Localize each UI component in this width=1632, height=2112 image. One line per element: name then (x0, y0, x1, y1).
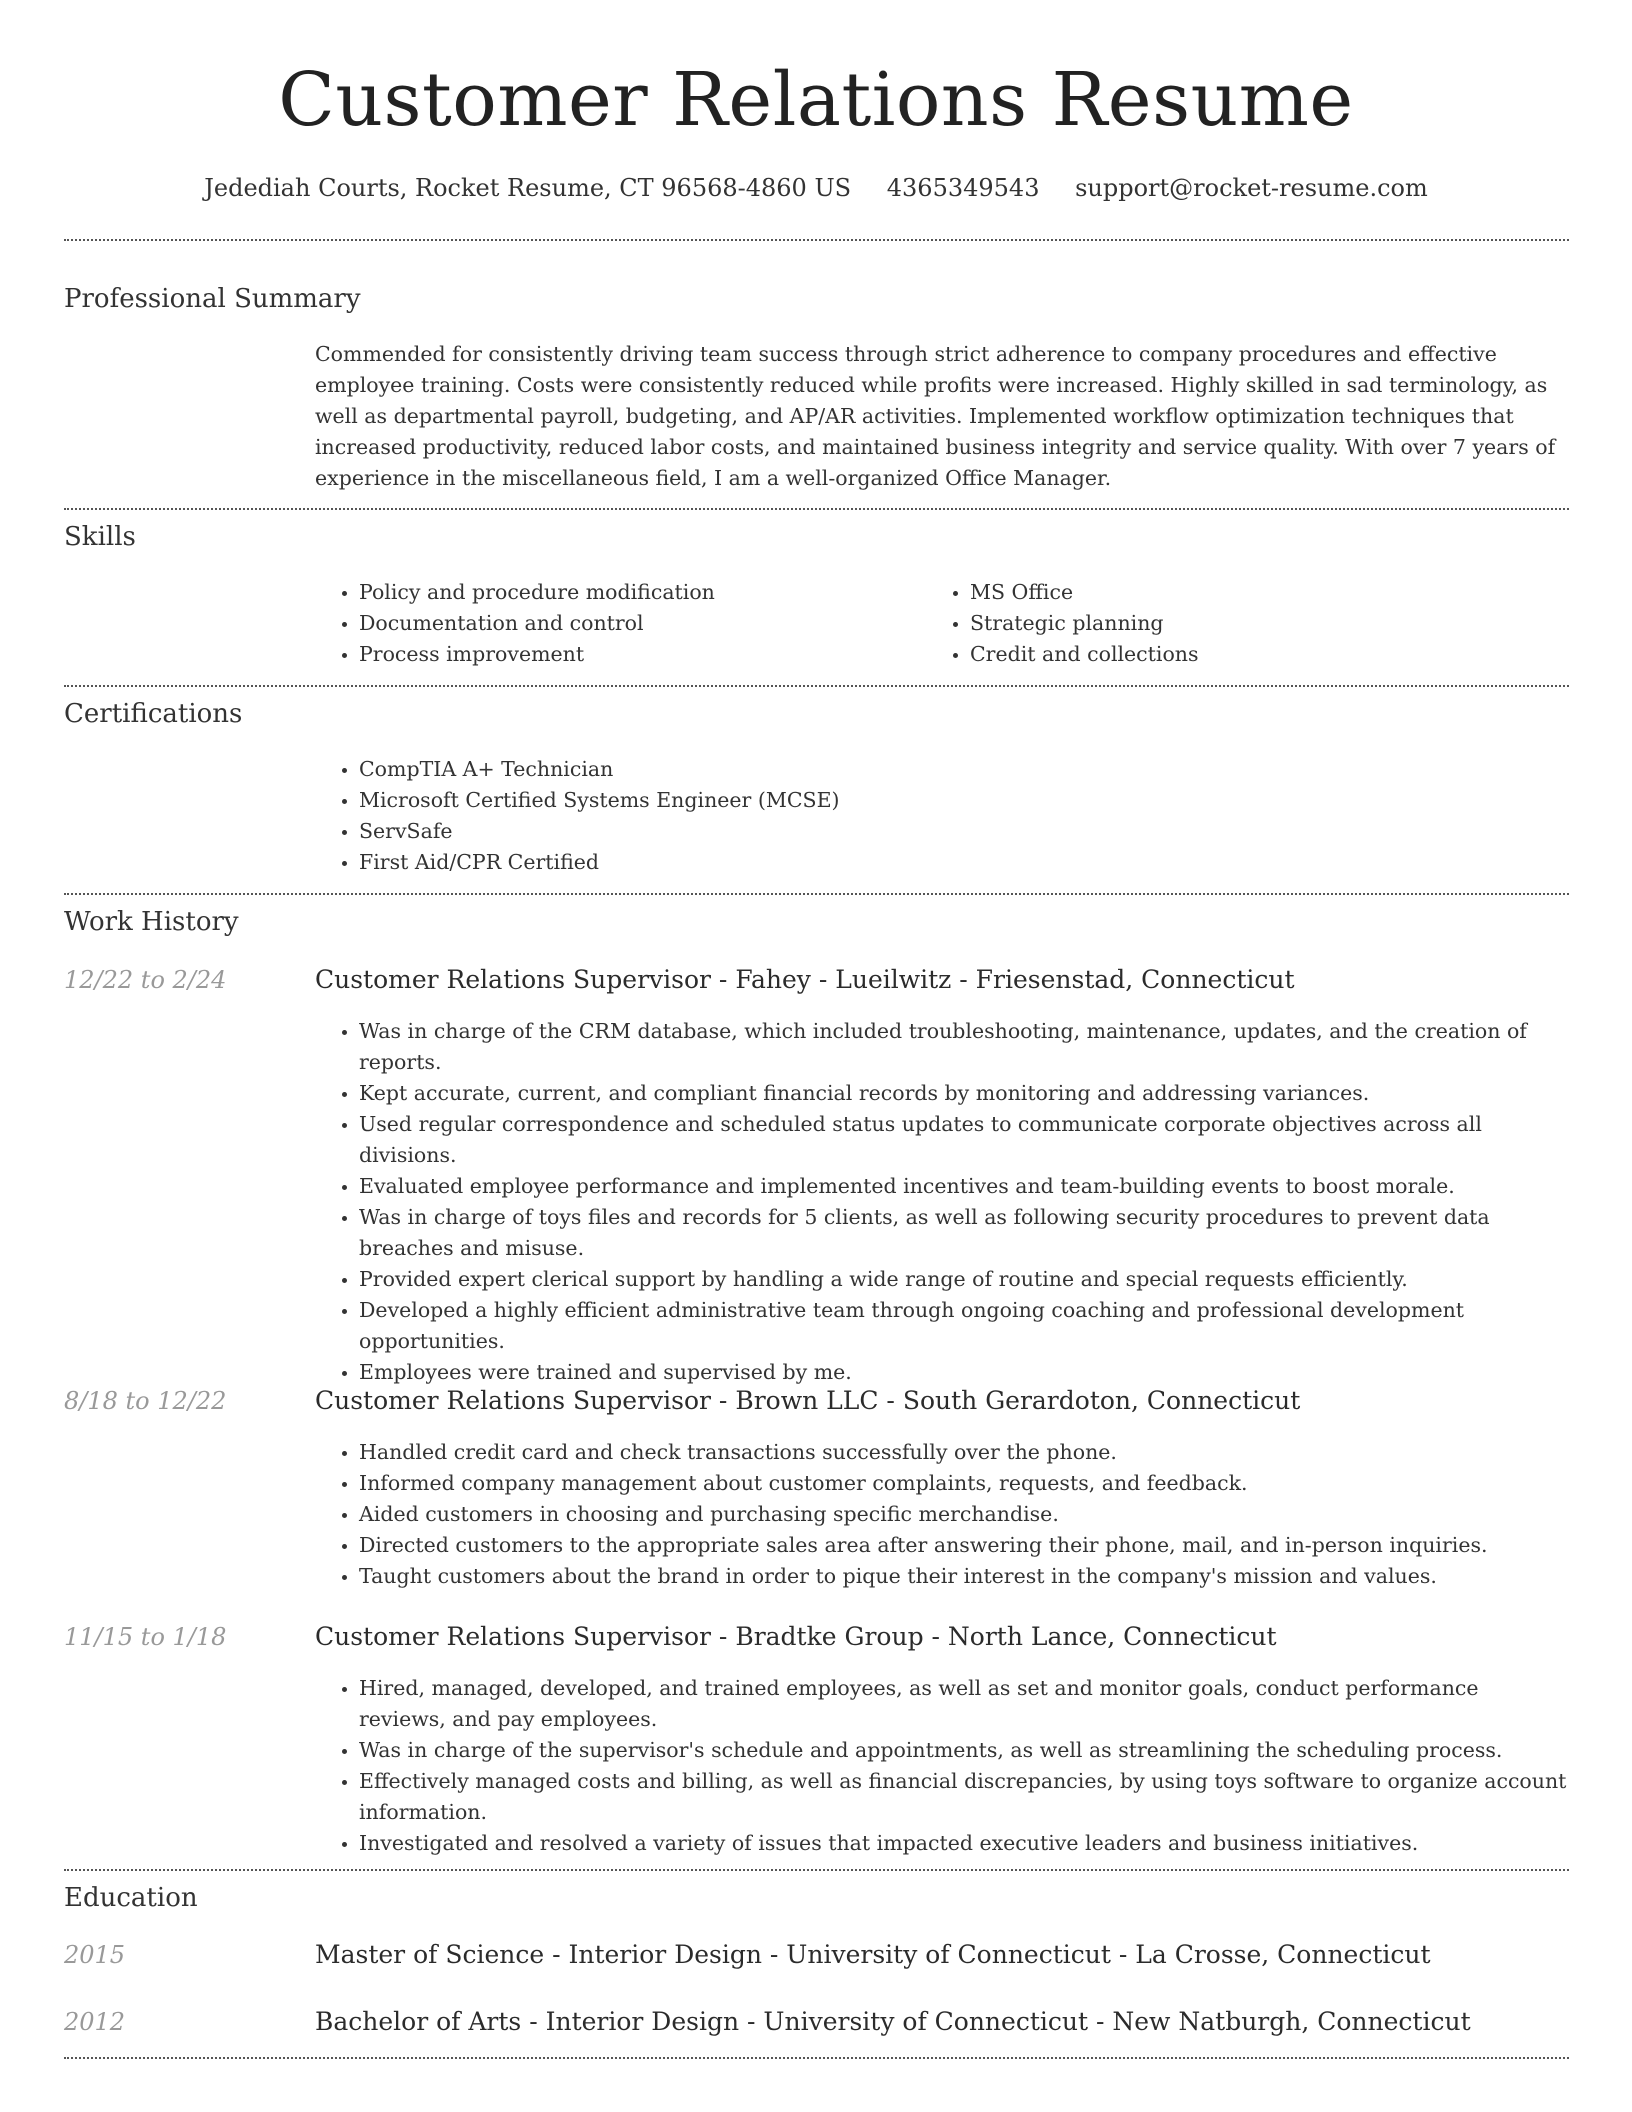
skills-right-column (926, 577, 1526, 670)
job-bullet: • Investigated and resolved a variety of issues that impacted executive leaders and business initiatives. (359, 1828, 1570, 1859)
job-heading (315, 1620, 1277, 1654)
job-bullet: • Directed customers to the appropriate sales area after answering their phone, mail, and in-person inquiries. (359, 1530, 1570, 1561)
job-heading (315, 1384, 1300, 1418)
education-entry (315, 1938, 1431, 1972)
section-divider (64, 685, 1569, 687)
resume-title: Customer Relations Resume (278, 57, 1354, 143)
job-employer: - Brown LLC - South Gerardoton, Connecticut (710, 1386, 1301, 1415)
job-bullet: • Used regular correspondence and scheduled status updates to communicate corporate objectives across all divisions. (359, 1109, 1570, 1171)
work-history-heading: Work History (64, 907, 239, 937)
skill-item: • Documentation and control (359, 608, 915, 639)
certification-item: • Microsoft Certified Systems Engineer (MCSE) (359, 785, 1570, 816)
certifications-heading: Certifications (64, 699, 243, 729)
education-details: - Interior Design - University of Connecticut - New Natburgh, Connecticut (521, 2007, 1471, 2036)
job-bullet: • Developed a highly efficient administrative team through ongoing coaching and professional development opportunities. (359, 1295, 1570, 1357)
summary-block (315, 339, 1570, 494)
job-bullet: • Handled credit card and check transactions successfully over the phone. (359, 1437, 1570, 1468)
contact-email: support@rocket-resume.com (1075, 174, 1428, 202)
section-divider (64, 2057, 1569, 2059)
job-bullets (315, 1016, 1570, 1388)
contact-phone: 4365349543 (886, 174, 1040, 202)
skill-item: • Policy and procedure modification (359, 577, 915, 608)
job-bullet: • Was in charge of toys files and records for 5 clients, as well as following security procedures to prevent data breaches and misuse. (359, 1202, 1570, 1264)
contact-line (0, 172, 1632, 204)
certifications-block (315, 754, 1570, 878)
skill-item: • Strategic planning (970, 608, 1526, 639)
job-title: Customer Relations Supervisor (315, 1622, 711, 1651)
job-employer: - Fahey - Lueilwitz - Friesenstad, Connecticut (710, 965, 1295, 994)
job-bullets (315, 1673, 1570, 1859)
education-degree: Master of Science (315, 1940, 545, 1969)
education-heading: Education (64, 1883, 198, 1913)
job-dates: 8/18 to 12/22 (64, 1387, 227, 1415)
job-title: Customer Relations Supervisor (315, 965, 711, 994)
job-bullet: • Effectively managed costs and billing, as well as financial discrepancies, by using toys software to organize account information. (359, 1766, 1570, 1828)
skill-item: • MS Office (970, 577, 1526, 608)
job-title: Customer Relations Supervisor (315, 1386, 711, 1415)
job-bullet: • Provided expert clerical support by handling a wide range of routine and special requests efficiently. (359, 1264, 1570, 1295)
job-heading (315, 963, 1295, 997)
job-bullet: • Employees were trained and supervised by me. (359, 1357, 1570, 1388)
job-bullet: • Evaluated employee performance and implemented incentives and team-building events to boost morale. (359, 1171, 1570, 1202)
summary-text: Commended for consistently driving team success through strict adherence to company procedures and effective employee training. Costs were consistently reduced while profits were increased. Highly skilled in sad terminology, as well as departmental payroll, budgeting, and AP/AR activities. Implemented workflow optimization techniques that increased productivity, reduced labor costs, and maintained business integrity and service quality. With over 7 years of experience in the miscellaneous field, I am a well-organized Office Manager. (315, 342, 1556, 490)
job-bullets (315, 1437, 1570, 1592)
job-bullet: • Informed company management about customer complaints, requests, and feedback. (359, 1468, 1570, 1499)
section-divider (64, 239, 1569, 241)
education-year: 2015 (64, 1941, 126, 1969)
job-bullet: • Kept accurate, current, and compliant financial records by monitoring and addressing variances. (359, 1078, 1570, 1109)
education-degree: Bachelor of Arts (315, 2007, 522, 2036)
contact-address: Jedediah Courts, Rocket Resume, CT 96568-4860 US (204, 174, 852, 202)
certification-item: • First Aid/CPR Certified (359, 847, 1570, 878)
skills-left-column (315, 577, 915, 670)
skills-heading: Skills (64, 522, 136, 552)
certification-item: • CompTIA A+ Technician (359, 754, 1570, 785)
skill-item: • Credit and collections (970, 639, 1526, 670)
section-divider (64, 508, 1569, 510)
job-dates: 12/22 to 2/24 (64, 966, 227, 994)
section-divider (64, 893, 1569, 895)
job-bullet: • Hired, managed, developed, and trained employees, as well as set and monitor goals, conduct performance reviews, and pay employees. (359, 1673, 1570, 1735)
job-bullet: • Taught customers about the brand in order to pique their interest in the company's mission and values. (359, 1561, 1570, 1592)
education-details: - Interior Design - University of Connecticut - La Crosse, Connecticut (544, 1940, 1431, 1969)
job-bullet: • Was in charge of the supervisor's schedule and appointments, as well as streamlining the scheduling process. (359, 1735, 1570, 1766)
skill-item: • Process improvement (359, 639, 915, 670)
job-bullet: • Aided customers in choosing and purchasing specific merchandise. (359, 1499, 1570, 1530)
certification-item: • ServSafe (359, 816, 1570, 847)
job-employer: - Bradtke Group - North Lance, Connecticut (710, 1622, 1277, 1651)
education-year: 2012 (64, 2008, 126, 2036)
section-divider (64, 1869, 1569, 1871)
job-dates: 11/15 to 1/18 (64, 1623, 227, 1651)
education-entry (315, 2005, 1471, 2039)
job-bullet: • Was in charge of the CRM database, which included troubleshooting, maintenance, updates, and the creation of reports. (359, 1016, 1570, 1078)
summary-heading: Professional Summary (64, 284, 361, 314)
